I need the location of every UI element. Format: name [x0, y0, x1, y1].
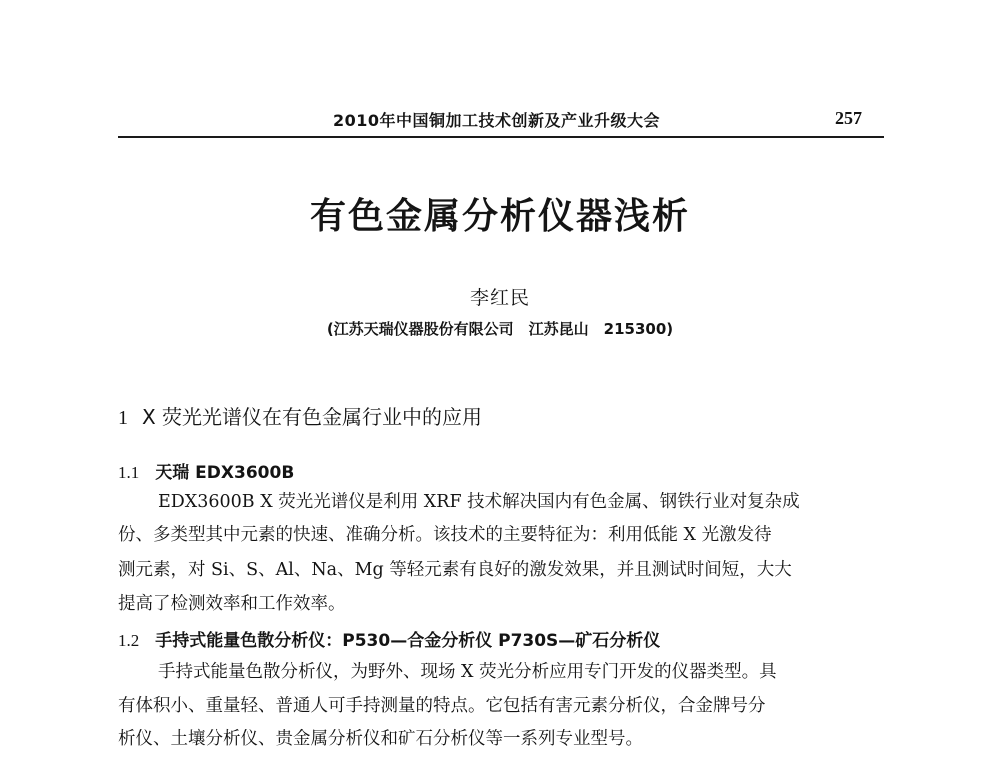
paragraph-line: 测元素，对 Si、S、Al、Na、Mg 等轻元素有良好的激发效果，并且测试时间短，大大 — [118, 560, 792, 580]
subsection-number: 1.1 — [118, 463, 140, 482]
paragraph-line: 份、多类型其中元素的快速、准确分析。该技术的主要特征为：利用低能 X 光激发待 — [118, 525, 772, 545]
conference-name: 2010年中国铜加工技术创新及产业升级大会 — [333, 111, 661, 130]
subsection-title: 手持式能量色散分析仪：P530—合金分析仪 P730S—矿石分析仪 — [155, 631, 661, 651]
paragraph-line: 析仪、土壤分析仪、贵金属分析仪和矿石分析仪等一系列专业型号。 — [118, 729, 643, 749]
section-number: 1 — [118, 407, 128, 429]
section-title: X 荧光光谱仪在有色金属行业中的应用 — [142, 405, 483, 429]
subsection-number: 1.2 — [118, 631, 140, 650]
header-rule — [118, 136, 884, 138]
page-number: 257 — [835, 108, 862, 128]
paper-title: 有色金属分析仪器浅析 — [309, 195, 690, 237]
subsection-heading — [118, 458, 294, 483]
paragraph-line: EDX3600B X 荧光光谱仪是利用 XRF 技术解决国内有色金属、钢铁行业对复杂成 — [158, 492, 800, 512]
paragraph-line: 有体积小、重量轻、普通人可手持测量的特点。它包括有害元素分析仪，合金牌号分 — [118, 696, 766, 716]
affiliation: (江苏天瑞仪器股份有限公司 江苏昆山 215300) — [326, 320, 674, 338]
paragraph-line: 提高了检测效率和工作效率。 — [118, 594, 346, 614]
running-header — [118, 106, 884, 134]
section-heading — [118, 401, 482, 430]
paragraph-line: 手持式能量色散分析仪，为野外、现场 X 荧光分析应用专门开发的仪器类型。具 — [158, 662, 777, 682]
author-name: 李红民 — [469, 287, 530, 309]
subsection-heading — [118, 626, 660, 651]
subsection-title: 天瑞 EDX3600B — [155, 463, 295, 483]
